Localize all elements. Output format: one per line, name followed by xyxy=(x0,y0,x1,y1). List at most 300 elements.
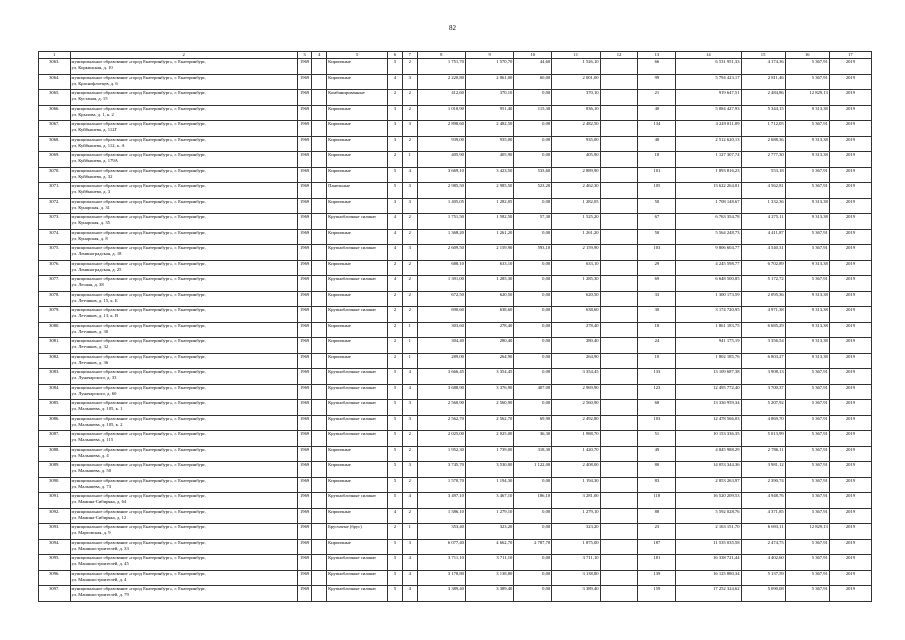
empty-cell xyxy=(312,369,327,385)
plan-year-cell: 2019 xyxy=(829,353,871,369)
table-row xyxy=(39,183,872,199)
residents-cell: 88 xyxy=(638,508,676,524)
entrances-cell: 2 xyxy=(402,508,417,524)
address-cell xyxy=(70,214,297,230)
plan-year-cell: 2019 xyxy=(829,400,871,416)
floors-cell: 5 xyxy=(388,493,403,509)
residents-cell: 159 xyxy=(638,586,676,602)
plan-year-cell: 2019 xyxy=(829,586,871,602)
row-number-cell: 3072. xyxy=(39,198,71,214)
nonresidential-area-cell: 0,00 xyxy=(514,586,552,602)
residential-area-cell: 1 194,30 xyxy=(552,477,600,493)
residents-cell: 133 xyxy=(638,369,676,385)
empty-cell xyxy=(600,570,638,586)
total-area-cell: 3 497,10 xyxy=(417,493,465,509)
column-number-cell: 1 xyxy=(39,52,71,59)
residents-cell: 123 xyxy=(638,384,676,400)
entrances-cell: 1 xyxy=(402,524,417,540)
year-built-cell: 1969 xyxy=(297,198,312,214)
nonresidential-area-cell: 0,00 xyxy=(514,291,552,307)
plan-year-cell: 2019 xyxy=(829,105,871,121)
year-built-cell: 1969 xyxy=(297,136,312,152)
municipality-text: муниципальное образование «город Екатеринбург», г. Екатеринбург, xyxy=(71,291,206,297)
row-number-cell: 3097. xyxy=(39,586,71,602)
year-built-cell: 1969 xyxy=(297,539,312,555)
total-area-cell: 3 745,70 xyxy=(417,462,465,478)
empty-cell xyxy=(312,105,327,121)
floors-cell: 5 xyxy=(388,555,403,571)
table-row xyxy=(39,260,872,276)
plan-year-cell: 2019 xyxy=(829,136,871,152)
street-text: ул. Летчиков, д. 30 xyxy=(71,328,109,334)
empty-cell xyxy=(312,121,327,137)
floors-cell: 5 xyxy=(388,415,403,431)
total-area-cell: 1 386,10 xyxy=(417,508,465,524)
nonresidential-area-cell: 523,20 xyxy=(514,183,552,199)
plan-year-cell: 2019 xyxy=(829,369,871,385)
plan-year-cell: 2019 xyxy=(829,183,871,199)
total-area-cell: 2 560,90 xyxy=(417,400,465,416)
residential-area-cell: 1 420,70 xyxy=(552,446,600,462)
residents-cell: 23 xyxy=(638,524,676,540)
premises-area-cell: 638,60 xyxy=(465,307,513,323)
specific-cost-cell: 2 390,74 xyxy=(741,477,785,493)
cost-limit-cell: 5 367,91 xyxy=(785,74,829,90)
cost-limit-cell: 5 367,91 xyxy=(785,586,829,602)
floors-cell: 2 xyxy=(388,338,403,354)
residents-cell: 103 xyxy=(638,415,676,431)
street-text: ул. Машиностроителей, д. 33 xyxy=(71,545,129,551)
nonresidential-area-cell: 44,60 xyxy=(514,59,552,75)
cost-limit-cell: 9 313,38 xyxy=(785,338,829,354)
table-row xyxy=(39,462,872,478)
floors-cell: 3 xyxy=(388,121,403,137)
address-cell xyxy=(70,136,297,152)
address-cell xyxy=(70,260,297,276)
table-row xyxy=(39,524,872,540)
empty-cell xyxy=(312,353,327,369)
municipality-text: муниципальное образование «город Екатеринбург», г. Екатеринбург, xyxy=(71,121,206,126)
empty-cell xyxy=(312,198,327,214)
wall-material-cell: Крупноблочные силикат xyxy=(327,555,388,571)
nonresidential-area-cell: 0,00 xyxy=(514,570,552,586)
row-number-cell: 3064. xyxy=(39,74,71,90)
row-number-cell: 3088. xyxy=(39,446,71,462)
specific-cost-cell: 4 174,36 xyxy=(741,59,785,75)
total-area-cell: 304,40 xyxy=(417,338,465,354)
nonresidential-area-cell: 0,00 xyxy=(514,90,552,106)
nonresidential-area-cell: 0,00 xyxy=(514,152,552,168)
residential-area-cell: 278,40 xyxy=(552,322,600,338)
address-cell xyxy=(70,90,297,106)
empty-cell xyxy=(312,539,327,555)
empty-cell xyxy=(600,400,638,416)
premises-area-cell: 280,40 xyxy=(465,338,513,354)
year-built-cell: 1969 xyxy=(297,105,312,121)
repair-cost-cell: 1 300 173,59 xyxy=(676,291,741,307)
municipality-text: муниципальное образование «город Екатеринбург», г. Екатеринбург, xyxy=(71,136,206,142)
address-cell xyxy=(70,586,297,602)
street-text: ул. Малышева, д. 105, к. 1 xyxy=(71,406,123,412)
residential-area-cell: 1 282,05 xyxy=(552,198,600,214)
cost-limit-cell: 12 829,13 xyxy=(785,524,829,540)
street-text: ул. Машиностроителей, д. 45 xyxy=(71,561,129,567)
residents-cell: 21 xyxy=(638,90,676,106)
floors-cell: 2 xyxy=(388,291,403,307)
municipality-text: муниципальное образование «город Екатеринбург», г. Екатеринбург, xyxy=(71,415,206,421)
table-row xyxy=(39,291,872,307)
residents-cell: 83 xyxy=(638,477,676,493)
empty-cell xyxy=(312,245,327,261)
table-row xyxy=(39,415,872,431)
floors-cell: 5 xyxy=(388,384,403,400)
street-text: ул. Коркинская, д. 10 xyxy=(71,65,113,71)
repair-cost-cell: 5 794 423,17 xyxy=(676,74,741,90)
premises-area-cell: 2 562,70 xyxy=(465,415,513,431)
address-cell xyxy=(70,245,297,261)
empty-cell xyxy=(600,167,638,183)
total-area-cell: 2 898,60 xyxy=(417,121,465,137)
premises-area-cell: 2 025,00 xyxy=(465,431,513,447)
address-cell xyxy=(70,338,297,354)
street-text: ул. Малышева, д. 50 xyxy=(71,468,112,474)
premises-area-cell: 935,00 xyxy=(465,136,513,152)
nonresidential-area-cell: 60,00 xyxy=(514,74,552,90)
residents-cell: 105 xyxy=(638,183,676,199)
premises-area-cell: 323,20 xyxy=(465,524,513,540)
specific-cost-cell: 3 356,54 xyxy=(741,338,785,354)
street-text: ул. Летчиков, д. 32 xyxy=(71,344,109,350)
total-area-cell: 2 609,50 xyxy=(417,245,465,261)
residential-area-cell: 2 969,90 xyxy=(552,384,600,400)
empty-cell xyxy=(312,384,327,400)
municipality-text: муниципальное образование «город Екатеринбург», г. Екатеринбург, xyxy=(71,570,206,576)
year-built-cell: 1969 xyxy=(297,90,312,106)
wall-material-cell: Кирпичные xyxy=(327,338,388,354)
column-number-cell: 4 xyxy=(312,52,327,59)
table-row xyxy=(39,214,872,230)
plan-year-cell: 2019 xyxy=(829,291,871,307)
residential-area-cell: 370,10 xyxy=(552,90,600,106)
empty-cell xyxy=(600,152,638,168)
premises-area-cell: 3 530,00 xyxy=(465,462,513,478)
wall-material-cell: Крупноблочные силикат xyxy=(327,415,388,431)
cost-limit-cell: 5 367,91 xyxy=(785,276,829,292)
municipality-text: муниципальное образование «город Екатеринбург», г. Екатеринбург, xyxy=(71,198,206,204)
residents-cell: 118 xyxy=(638,493,676,509)
wall-material-cell: Крупноблочные силикат xyxy=(327,245,388,261)
cost-limit-cell: 5 367,91 xyxy=(785,229,829,245)
total-area-cell: 6 077,40 xyxy=(417,539,465,555)
table-row xyxy=(39,586,872,602)
empty-cell xyxy=(600,260,638,276)
repair-cost-cell: 11 535 035,58 xyxy=(676,539,741,555)
empty-cell xyxy=(600,555,638,571)
residential-area-cell: 633,10 xyxy=(552,260,600,276)
year-built-cell: 1969 xyxy=(297,338,312,354)
municipality-text: муниципальное образование «город Екатеринбург», г. Екатеринбург, xyxy=(71,322,206,328)
repair-cost-cell: 16 338 721,44 xyxy=(676,555,741,571)
column-number-cell: 11 xyxy=(552,52,600,59)
entrances-cell: 3 xyxy=(402,121,417,137)
cost-limit-cell: 9 313,38 xyxy=(785,152,829,168)
address-cell xyxy=(70,276,297,292)
entrances-cell: 3 xyxy=(402,198,417,214)
nonresidential-area-cell: 0,00 xyxy=(514,276,552,292)
residential-area-cell: 2 492,80 xyxy=(552,415,600,431)
cost-limit-cell: 5 367,91 xyxy=(785,121,829,137)
wall-material-cell: Крупноблочные силикат xyxy=(327,493,388,509)
wall-material-cell: Кирпичные xyxy=(327,446,388,462)
repair-cost-cell: 4 845 988,29 xyxy=(676,446,741,462)
row-number-cell: 3082. xyxy=(39,353,71,369)
residential-area-cell: 2 462,30 xyxy=(552,183,600,199)
wall-material-cell: Кирпичные xyxy=(327,291,388,307)
specific-cost-cell: 2 811,46 xyxy=(741,74,785,90)
repair-cost-cell: 4 249 811,09 xyxy=(676,121,741,137)
row-number-cell: 3080. xyxy=(39,322,71,338)
residential-area-cell: 1 285,30 xyxy=(552,276,600,292)
year-built-cell: 1969 xyxy=(297,570,312,586)
address-cell xyxy=(70,477,297,493)
row-number-cell: 3094. xyxy=(39,539,71,555)
municipality-text: муниципальное образование «город Екатеринбург», г. Екатеринбург, xyxy=(71,214,206,219)
residents-cell: 30 xyxy=(638,307,676,323)
floors-cell: 4 xyxy=(388,276,403,292)
year-built-cell: 1969 xyxy=(297,183,312,199)
total-area-cell: 2 220,80 xyxy=(417,74,465,90)
year-built-cell: 1969 xyxy=(297,121,312,137)
repair-cost-cell: 12 495 772,40 xyxy=(676,384,741,400)
address-cell xyxy=(70,59,297,75)
empty-cell xyxy=(312,462,327,478)
cost-limit-cell: 5 367,91 xyxy=(785,446,829,462)
total-area-cell: 289,00 xyxy=(417,353,465,369)
column-number-cell: 3 xyxy=(297,52,312,59)
nonresidential-area-cell: 0,00 xyxy=(514,555,552,571)
floors-cell: 2 xyxy=(388,353,403,369)
column-number-cell: 15 xyxy=(741,52,785,59)
wall-material-cell: Кирпичные xyxy=(327,105,388,121)
entrances-cell: 1 xyxy=(402,152,417,168)
empty-cell xyxy=(312,307,327,323)
plan-year-cell: 2019 xyxy=(829,214,871,230)
empty-cell xyxy=(600,214,638,230)
premises-area-cell: 620,50 xyxy=(465,291,513,307)
nonresidential-area-cell: 36,30 xyxy=(514,431,552,447)
row-number-cell: 3073. xyxy=(39,214,71,230)
address-cell xyxy=(70,384,297,400)
floors-cell: 2 xyxy=(388,152,403,168)
total-area-cell: 1 010,90 xyxy=(417,105,465,121)
column-number-cell: 17 xyxy=(829,52,871,59)
entrances-cell: 1 xyxy=(402,353,417,369)
empty-cell xyxy=(600,353,638,369)
empty-cell xyxy=(600,493,638,509)
wall-material-cell: Кирпичные xyxy=(327,167,388,183)
nonresidential-area-cell: 0,00 xyxy=(514,508,552,524)
residential-area-cell: 2 159,90 xyxy=(552,245,600,261)
entrances-cell: 4 xyxy=(402,586,417,602)
residents-cell: 139 xyxy=(638,570,676,586)
total-area-cell: 1 570,70 xyxy=(417,477,465,493)
total-area-cell: 405,90 xyxy=(417,152,465,168)
residents-cell: 66 xyxy=(638,59,676,75)
street-text: ул. Летчиков, д. 15, к. Б xyxy=(71,297,118,303)
plan-year-cell: 2019 xyxy=(829,570,871,586)
specific-cost-cell: 2 777,30 xyxy=(741,152,785,168)
nonresidential-area-cell: 0,00 xyxy=(514,400,552,416)
premises-area-cell: 3 376,90 xyxy=(465,384,513,400)
nonresidential-area-cell: 57,30 xyxy=(514,214,552,230)
address-cell xyxy=(70,307,297,323)
residential-area-cell: 2 482,50 xyxy=(552,121,600,137)
cost-limit-cell: 5 367,91 xyxy=(785,384,829,400)
table-row xyxy=(39,152,872,168)
floors-cell: 2 xyxy=(388,524,403,540)
wall-material-cell: Кирпичные xyxy=(327,462,388,478)
municipality-text: муниципальное образование «город Екатеринбург», г. Екатеринбург, xyxy=(71,74,206,80)
plan-year-cell: 2019 xyxy=(829,508,871,524)
premises-area-cell: 2 985,50 xyxy=(465,183,513,199)
floors-cell: 4 xyxy=(388,245,403,261)
plan-year-cell: 2019 xyxy=(829,260,871,276)
wall-material-cell: Кирпичные xyxy=(327,353,388,369)
municipality-text: муниципальное образование «город Екатеринбург», г. Екатеринбург, xyxy=(71,245,206,250)
street-text: ул. Краснофлотцев, д. 6 xyxy=(71,80,118,86)
entrances-cell: 4 xyxy=(402,167,417,183)
wall-material-cell: Крупноблочные силикат xyxy=(327,214,388,230)
empty-cell xyxy=(600,59,638,75)
total-area-cell: 1 952,30 xyxy=(417,446,465,462)
repair-cost-cell: 6 531 951,33 xyxy=(676,59,741,75)
specific-cost-cell: 4 275,11 xyxy=(741,214,785,230)
plan-year-cell: 2019 xyxy=(829,90,871,106)
empty-cell xyxy=(600,384,638,400)
premises-area-cell: 1 282,05 xyxy=(465,198,513,214)
residents-cell: 49 xyxy=(638,446,676,462)
residential-area-cell: 323,20 xyxy=(552,524,600,540)
empty-cell xyxy=(600,322,638,338)
wall-material-cell: Кирпичные xyxy=(327,198,388,214)
address-cell xyxy=(70,74,297,90)
residential-area-cell: 1 526,10 xyxy=(552,59,600,75)
table-row xyxy=(39,74,872,90)
housing-table xyxy=(38,51,872,602)
repair-cost-cell: 10 153 336,35 xyxy=(676,431,741,447)
year-built-cell: 1969 xyxy=(297,462,312,478)
year-built-cell: 1969 xyxy=(297,152,312,168)
empty-cell xyxy=(312,338,327,354)
year-built-cell: 1969 xyxy=(297,586,312,602)
specific-cost-cell: 6 702,89 xyxy=(741,260,785,276)
entrances-cell: 3 xyxy=(402,183,417,199)
plan-year-cell: 2019 xyxy=(829,74,871,90)
total-area-cell: 1 391,00 xyxy=(417,276,465,292)
table-row xyxy=(39,276,872,292)
residential-area-cell: 3 281,00 xyxy=(552,493,600,509)
residents-cell: 69 xyxy=(638,276,676,292)
entrances-cell: 2 xyxy=(402,59,417,75)
cost-limit-cell: 9 313,38 xyxy=(785,353,829,369)
total-area-cell: 412,60 xyxy=(417,90,465,106)
total-area-cell: 688,10 xyxy=(417,260,465,276)
address-cell xyxy=(70,555,297,571)
wall-material-cell: Крупноблочные силикат xyxy=(327,307,388,323)
plan-year-cell: 2019 xyxy=(829,524,871,540)
cost-limit-cell: 5 367,91 xyxy=(785,59,829,75)
specific-cost-cell: 6 693,11 xyxy=(741,524,785,540)
row-number-cell: 3067. xyxy=(39,121,71,137)
floors-cell: 5 xyxy=(388,59,403,75)
plan-year-cell: 2019 xyxy=(829,152,871,168)
table-row xyxy=(39,353,872,369)
plan-year-cell: 2019 xyxy=(829,384,871,400)
street-text: ул. Куйбышева, д. 112Г xyxy=(71,127,118,133)
wall-material-cell: Кирпичные xyxy=(327,74,388,90)
empty-cell xyxy=(600,245,638,261)
entrances-cell: 2 xyxy=(402,446,417,462)
empty-cell xyxy=(600,369,638,385)
cost-limit-cell: 5 367,91 xyxy=(785,555,829,571)
row-number-cell: 3086. xyxy=(39,415,71,431)
cost-limit-cell: 5 367,91 xyxy=(785,369,829,385)
floors-cell: 3 xyxy=(388,136,403,152)
table-row xyxy=(39,384,872,400)
specific-cost-cell: 6 803,27 xyxy=(741,353,785,369)
municipality-text: муниципальное образование «город Екатеринбург», г. Екатеринбург, xyxy=(71,229,206,235)
table-row xyxy=(39,338,872,354)
wall-material-cell: Крупноблочные силикат xyxy=(327,276,388,292)
entrances-cell: 3 xyxy=(402,462,417,478)
specific-cost-cell: 4 371,85 xyxy=(741,508,785,524)
empty-cell xyxy=(312,214,327,230)
address-cell xyxy=(70,570,297,586)
year-built-cell: 1969 xyxy=(297,214,312,230)
entrances-cell: 3 xyxy=(402,400,417,416)
entrances-cell: 1 xyxy=(402,338,417,354)
specific-cost-cell: 2 688,36 xyxy=(741,136,785,152)
municipality-text: муниципальное образование «город Екатеринбург», г. Екатеринбург, xyxy=(71,276,206,281)
municipality-text: муниципальное образование «город Екатеринбург», г. Екатеринбург, xyxy=(71,90,206,95)
premises-area-cell: 2 061,00 xyxy=(465,74,513,90)
cost-limit-cell: 5 367,91 xyxy=(785,539,829,555)
nonresidential-area-cell: 186,10 xyxy=(514,493,552,509)
street-text: ул. Кунарская, д. 8 xyxy=(71,235,108,241)
street-text: ул. Летчиков, д. 13, к. В xyxy=(71,313,119,319)
residents-cell: 29 xyxy=(638,260,676,276)
year-built-cell: 1969 xyxy=(297,415,312,431)
nonresidential-area-cell: 69,90 xyxy=(514,415,552,431)
address-cell xyxy=(70,462,297,478)
empty-cell xyxy=(312,570,327,586)
cost-limit-cell: 9 313,38 xyxy=(785,214,829,230)
residential-area-cell: 2 889,90 xyxy=(552,167,600,183)
address-cell xyxy=(70,539,297,555)
wall-material-cell: Крупноблочные силикат xyxy=(327,570,388,586)
municipality-text: муниципальное образование «город Екатеринбург», г. Екатеринбург, xyxy=(71,260,206,266)
total-area-cell: 690,60 xyxy=(417,307,465,323)
wall-material-cell: Крупноблочные силикат xyxy=(327,384,388,400)
municipality-text: муниципальное образование «город Екатеринбург», г. Екатеринбург, xyxy=(71,167,206,173)
year-built-cell: 1969 xyxy=(297,307,312,323)
empty-cell xyxy=(600,477,638,493)
municipality-text: муниципальное образование «город Екатеринбург», г. Екатеринбург, xyxy=(71,431,206,436)
nonresidential-area-cell: 0,00 xyxy=(514,136,552,152)
table-row xyxy=(39,400,872,416)
empty-cell xyxy=(312,260,327,276)
empty-cell xyxy=(600,121,638,137)
